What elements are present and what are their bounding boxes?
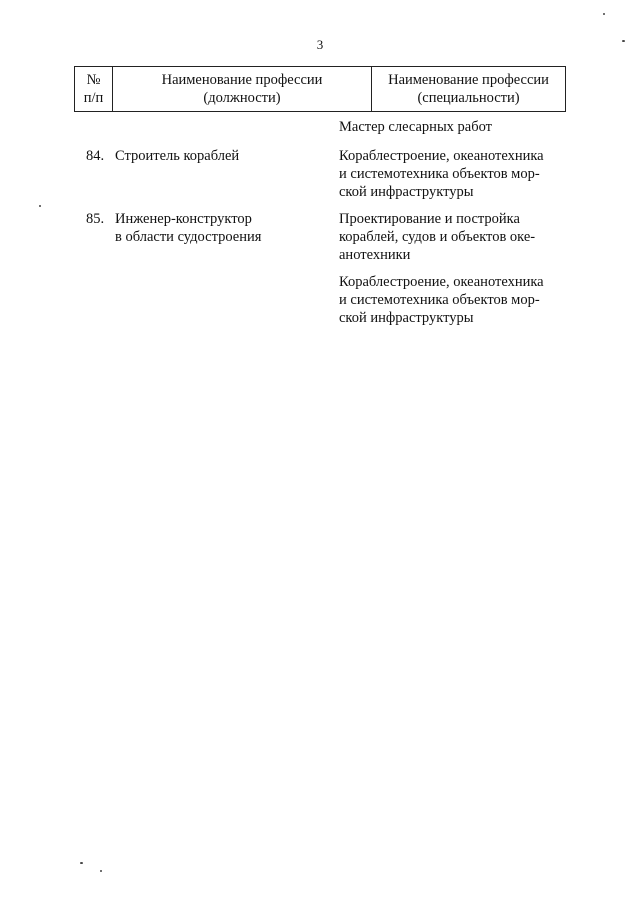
scan-speck (39, 205, 41, 207)
scan-speck (622, 40, 625, 42)
table-header (74, 66, 566, 112)
scan-speck (603, 13, 605, 15)
header-number: № п/п (75, 67, 113, 111)
row-84-specialty: Кораблестроение, океанотехника и системотехника объектов мор- ской инфраструктуры (339, 148, 544, 200)
row-85-number: 85. (86, 211, 105, 227)
page-number: 3 (316, 37, 324, 52)
header-specialty: Наименование профессии (специальности) (388, 72, 549, 106)
continuation-specialty: Мастер слесарных работ (339, 119, 493, 135)
row-85-profession: Инженер-конструктор в области судостроения (115, 211, 262, 245)
row-84-number: 84. (86, 148, 105, 164)
scan-speck (100, 870, 102, 872)
row-84-profession: Строитель кораблей (115, 148, 240, 164)
row-85-specialty-1: Проектирование и постройка кораблей, судов и объектов оке- анотехники (339, 211, 536, 263)
row-85-specialty-2: Кораблестроение, океанотехника и системотехника объектов мор- ской инфраструктуры (339, 274, 544, 326)
scan-speck (80, 862, 83, 864)
header-profession: Наименование профессии (должности) (113, 67, 372, 111)
